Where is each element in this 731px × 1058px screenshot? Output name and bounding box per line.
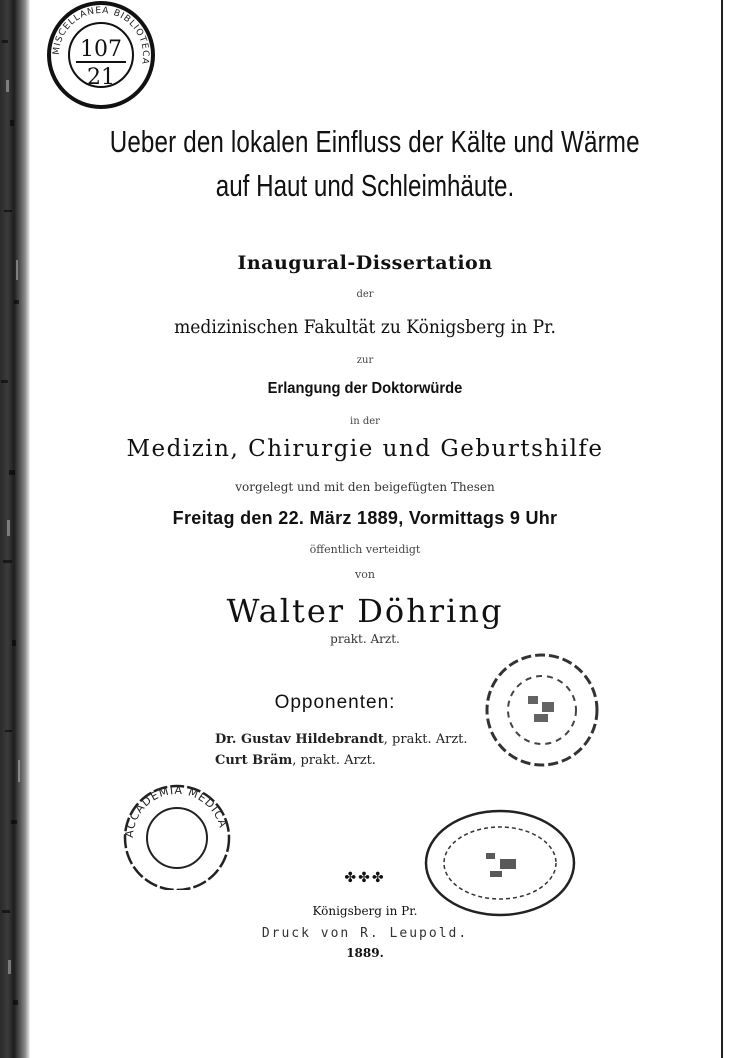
institution-stamp-lower-right — [420, 805, 580, 920]
defense-date: Freitag den 22. März 1889, Vormittags 9 Uhr — [172, 508, 558, 528]
library-stamp-number-bottom: 21 — [87, 65, 115, 90]
spine-scan-noise — [0, 0, 34, 1058]
author-title: prakt. Arzt. — [330, 632, 400, 646]
imprint-printer: Druck von R. Leupold. — [261, 926, 469, 941]
connector-der: der — [356, 289, 374, 300]
title-line-1: Ueber den lokalen Einfluss der Kälte und Wärme — [109, 124, 640, 159]
degree-line: Erlangung der Doktorwürde — [267, 380, 463, 397]
academy-stamp-ring-text: ACCADEMIA MEDICA — [122, 783, 230, 839]
opponent-1 — [215, 732, 468, 747]
library-stamp-number-top: 107 — [80, 37, 122, 62]
submitted-line: vorgelegt und mit den beigefügten Thesen — [235, 480, 495, 494]
defended-line: öffentlich verteidigt — [309, 543, 421, 556]
title-line-2: auf Haut und Schleimhäute. — [215, 168, 515, 203]
library-stamp-ring-text: MISCELLANEA BIBLIOTECA — [51, 5, 151, 66]
faculty-line: medizinischen Fakultät zu Königsberg in Pr. — [174, 316, 556, 338]
dissertation-heading: Inaugural-Dissertation — [237, 252, 493, 274]
opponent-2-title: , prakt. Arzt. — [292, 753, 376, 768]
author-name: Walter Döhring — [226, 592, 504, 630]
imprint-city: Königsberg in Pr. — [312, 904, 418, 918]
opponent-1-name: Dr. Gustav Hildebrandt — [215, 732, 384, 747]
page-right-edge — [721, 0, 723, 1058]
opponents-heading: Opponenten: — [274, 692, 396, 713]
library-stamp — [36, 0, 166, 110]
connector-zur: zur — [356, 355, 374, 366]
subjects-line: Medizin, Chirurgie und Geburtshilfe — [126, 436, 604, 462]
opponent-2-name: Curt Bräm — [215, 753, 293, 768]
opponent-1-title: , prakt. Arzt. — [383, 732, 468, 747]
opponent-2 — [215, 753, 376, 768]
connector-in-der: in der — [350, 416, 380, 427]
imprint-year: 1889. — [346, 946, 384, 960]
ornament-divider: ✤✤✤ — [344, 870, 386, 886]
institution-stamp-upper-right — [480, 650, 605, 770]
connector-von: von — [355, 568, 375, 581]
